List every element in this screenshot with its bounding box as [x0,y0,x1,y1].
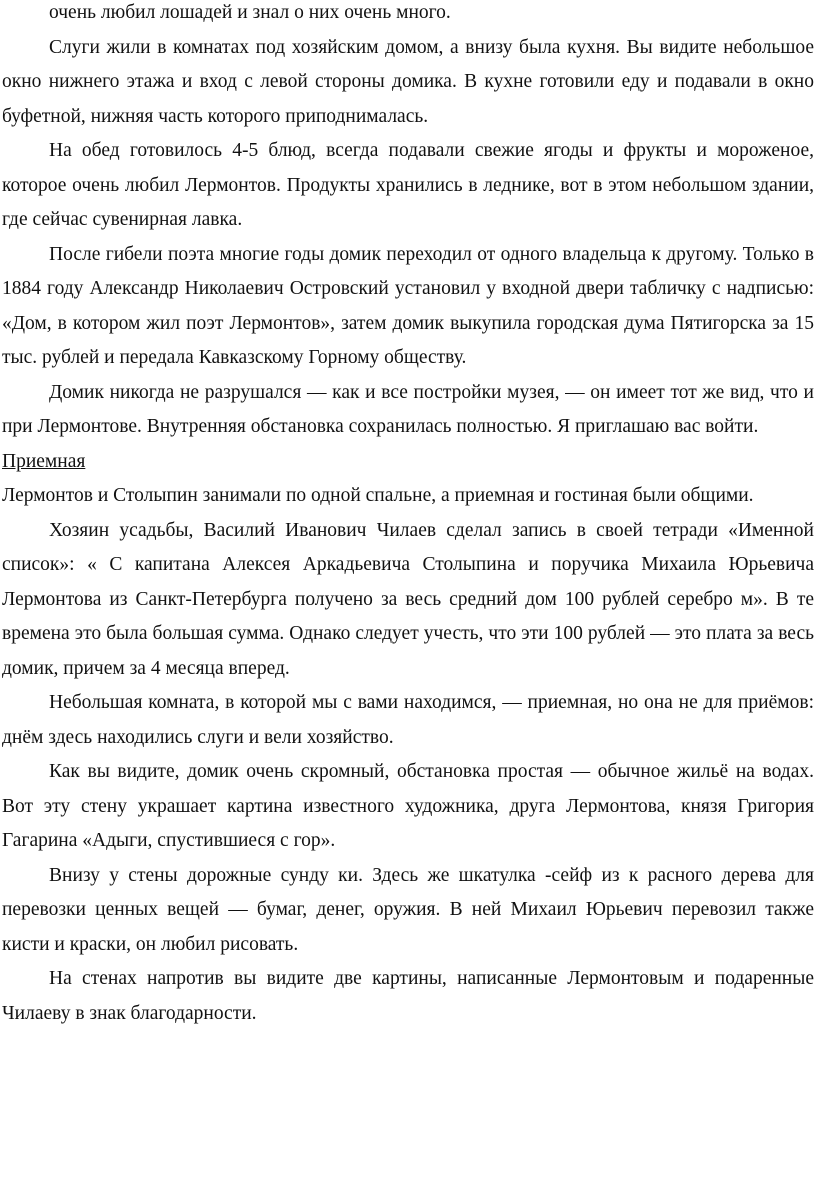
document-body [2,0,814,1031]
paragraph-10: Внизу у стены дорожные сунду ки. Здесь же шкатулка -сейф из к расного дерева для перевозки ценных вещей — бумаг, денег, оружия. В ней Михаил Юрьевич перевозил также кисти и краски, он любил рисовать. [2,864,814,955]
paragraph-3: На обед готовилось 4-5 блюд, всегда подавали свежие ягоды и фрукты и мороженое, которое очень любил Лермонтов. Продукты хранились в леднике, вот в этом небольшом здании, где сейчас сувенирная лавка. [2,140,814,230]
paragraph-6: Лермонтов и Столыпин занимали по одной спальне, а приемная и гостиная были общими. [2,485,754,506]
paragraph-2: Слуги жили в комнатах под хозяйским домом, а внизу была кухня. Вы видите небольшое окно нижнего этажа и вход с левой стороны домика. В кухне готовили еду и подавали в окно буфетной, нижняя часть которого приподнималась. [2,36,814,127]
paragraph-5: Домик никогда не разрушался — как и все постройки музея, — он имеет тот же вид, что и при Лермонтове. Внутренняя обстановка сохранилась полностью. Я приглашаю вас войти. [2,381,814,437]
paragraph-11: На стенах напротив вы видите две картины, написанные Лермонтовым и подаренные Чилаеву в знак благодарности. [2,968,814,1024]
paragraph-7: Хозяин усадьбы, Василий Иванович Чилаев сделал запись в своей тетради «Именной список»: « С капитана Алексея Аркадьевича Столыпина и поручика Михаила Юрьевича Лермонтова из Санкт-Петербурга получено за весь средний дом 100 рублей серебро м». В те времена это была большая сумма. Однако следует учесть, что эти 100 рублей — это плата за весь домик, причем за 4 месяца вперед. [2,519,814,679]
paragraph-9: Как вы видите, домик очень скромный, обстановка простая — обычное жильё на водах. Вот эту стену украшает картина известного художника, друга Лермонтова, князя Григория Гагарина «Адыги, спустившиеся с гор». [2,761,814,851]
paragraph-8: Небольшая комната, в которой мы с вами находимся, — приемная, но она не для приёмов: днём здесь находились слуги и вели хозяйство. [2,692,814,748]
paragraph-4: После гибели поэта многие годы домик переходил от одного владельца к другому. Только в 1884 году Александр Николаевич Островский установил у входной двери табличку с надписью: «Дом, в котором жил поэт Лермонтов», затем домик выкупила городская дума Пятигорска за 15 тыс. рублей и передала Кавказскому Горному обществу. [2,243,814,368]
section-heading: Приемная [2,450,86,472]
paragraph-1: очень любил лошадей и знал о них очень много. [49,2,451,23]
